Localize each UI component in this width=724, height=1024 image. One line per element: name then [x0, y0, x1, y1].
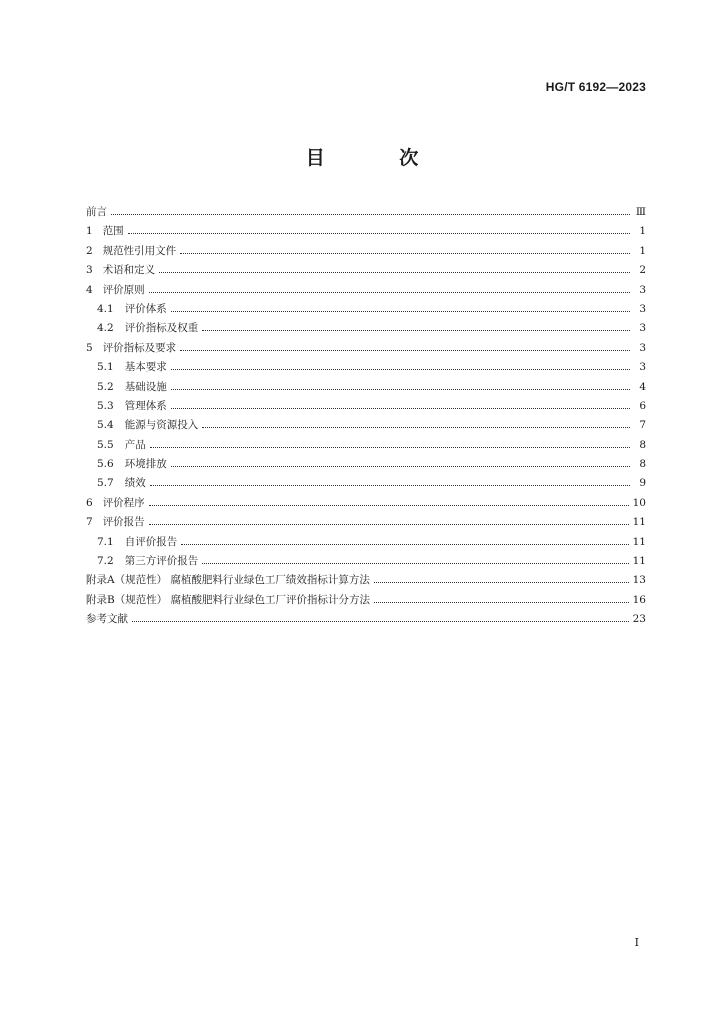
toc-entry-page: 4 — [639, 380, 646, 393]
toc-entry-foreword[interactable] — [86, 203, 646, 222]
toc-entry-label: 术语和定义 — [102, 264, 156, 277]
toc-entry-references[interactable] — [86, 610, 646, 629]
table-of-contents — [86, 203, 646, 630]
toc-entry-number: 6 — [86, 496, 93, 509]
toc-leader — [374, 591, 629, 610]
toc-leader — [202, 319, 630, 338]
toc-entry-7-2[interactable] — [86, 552, 646, 571]
toc-entry-page: Ⅲ — [635, 206, 646, 218]
toc-leader — [171, 455, 630, 474]
toc-entry-label: 附录B（规范性） 腐植酸肥料行业绿色工厂评价指标计分方法 — [86, 593, 371, 606]
toc-entry-number: 5.6 — [97, 458, 114, 471]
toc-leader — [149, 281, 630, 300]
toc-entry-number: 5.4 — [97, 419, 114, 432]
toc-entry-7[interactable] — [86, 513, 646, 532]
toc-entry-5-7[interactable] — [86, 474, 646, 493]
toc-entry-5-3[interactable] — [86, 397, 646, 416]
toc-entry-label: 评价报告 — [102, 516, 145, 529]
toc-leader — [149, 494, 629, 513]
toc-entry-4-1[interactable] — [86, 300, 646, 319]
toc-entry-appendix-b[interactable] — [86, 591, 646, 610]
toc-entry-label: 评价指标及要求 — [102, 341, 177, 354]
toc-entry-page: 3 — [639, 341, 646, 354]
toc-entry-number: 1 — [86, 225, 93, 238]
toc-entry-page: 10 — [632, 496, 646, 509]
toc-entry-label: 环境排放 — [124, 458, 167, 471]
toc-entry-number: 7.2 — [97, 555, 114, 568]
page-number: Ⅰ — [634, 936, 639, 949]
toc-leader — [202, 416, 630, 435]
toc-entry-5-6[interactable] — [86, 455, 646, 474]
toc-entry-page: 3 — [639, 322, 646, 335]
toc-entry-label: 绩效 — [124, 477, 146, 490]
toc-entry-number: 5.7 — [97, 477, 114, 490]
toc-entry-page: 1 — [639, 244, 646, 257]
toc-leader — [180, 339, 630, 358]
toc-entry-label: 基本要求 — [124, 361, 167, 374]
toc-leader — [150, 474, 630, 493]
toc-entry-5-2[interactable] — [86, 378, 646, 397]
toc-entry-label: 评价指标及权重 — [124, 322, 199, 335]
toc-entry-page: 11 — [632, 555, 646, 568]
toc-entry-number: 7 — [86, 516, 93, 529]
toc-leader — [149, 513, 629, 532]
toc-entry-label: 参考文献 — [86, 613, 128, 626]
toc-entry-page: 3 — [639, 361, 646, 374]
toc-entry-page: 8 — [639, 458, 646, 471]
toc-entry-4-2[interactable] — [86, 319, 646, 338]
toc-leader — [150, 436, 630, 455]
toc-entry-page: 13 — [632, 574, 646, 587]
toc-leader — [132, 610, 629, 629]
toc-leader — [202, 552, 628, 571]
toc-leader — [159, 261, 630, 280]
toc-entry-page: 9 — [639, 477, 646, 490]
toc-entry-label: 第三方评价报告 — [124, 555, 199, 568]
toc-entry-page: 11 — [632, 535, 646, 548]
toc-entry-4[interactable] — [86, 281, 646, 300]
toc-entry-label: 范围 — [102, 225, 124, 238]
toc-entry-number: 3 — [86, 264, 93, 277]
toc-entry-7-1[interactable] — [86, 533, 646, 552]
toc-entry-3[interactable] — [86, 261, 646, 280]
toc-leader — [171, 358, 630, 377]
toc-leader — [128, 222, 630, 241]
toc-leader — [171, 300, 630, 319]
toc-entry-number: 5.5 — [97, 438, 114, 451]
toc-leader — [111, 203, 630, 222]
toc-entry-6[interactable] — [86, 494, 646, 513]
toc-entry-label: 能源与资源投入 — [124, 419, 199, 432]
toc-entry-number: 5 — [86, 341, 93, 354]
toc-entry-5[interactable] — [86, 339, 646, 358]
toc-entry-number: 5.1 — [97, 361, 114, 374]
toc-entry-page: 8 — [639, 438, 646, 451]
toc-entry-5-1[interactable] — [86, 358, 646, 377]
toc-entry-number: 5.2 — [97, 380, 114, 393]
toc-entry-number: 4 — [86, 283, 93, 296]
toc-entry-number: 2 — [86, 244, 93, 257]
toc-leader — [171, 378, 630, 397]
toc-entry-label: 自评价报告 — [124, 535, 178, 548]
toc-entry-label: 管理体系 — [124, 399, 167, 412]
toc-entry-number: 4.1 — [97, 302, 114, 315]
toc-entry-label: 规范性引用文件 — [102, 244, 177, 257]
standard-code: HG/T 6192—2023 — [545, 80, 646, 94]
toc-entry-page: 3 — [639, 302, 646, 315]
toc-entry-page: 2 — [639, 264, 646, 277]
toc-entry-2[interactable] — [86, 242, 646, 261]
toc-entry-page: 16 — [632, 593, 646, 606]
toc-leader — [374, 571, 629, 590]
toc-entry-number: 5.3 — [97, 399, 114, 412]
toc-entry-label: 基础设施 — [124, 380, 167, 393]
toc-entry-label: 评价体系 — [124, 302, 167, 315]
toc-leader — [171, 397, 630, 416]
toc-leader — [181, 533, 628, 552]
toc-entry-page: 3 — [639, 283, 646, 296]
toc-entry-page: 6 — [639, 399, 646, 412]
toc-leader — [180, 242, 630, 261]
toc-entry-label: 评价原则 — [102, 283, 145, 296]
toc-entry-label: 前言 — [86, 206, 107, 218]
toc-entry-page: 11 — [632, 516, 646, 529]
toc-entry-label: 产品 — [124, 438, 146, 451]
toc-entry-page: 1 — [639, 225, 646, 238]
toc-entry-5-5[interactable] — [86, 436, 646, 455]
toc-entry-5-4[interactable] — [86, 416, 646, 435]
page-title: 目 次 — [305, 147, 453, 169]
toc-entry-page: 23 — [632, 613, 646, 626]
toc-entry-number: 4.2 — [97, 322, 114, 335]
toc-entry-appendix-a[interactable] — [86, 571, 646, 590]
toc-entry-label: 附录A（规范性） 腐植酸肥料行业绿色工厂绩效指标计算方法 — [86, 574, 370, 587]
toc-entry-1[interactable] — [86, 222, 646, 241]
toc-entry-number: 7.1 — [97, 535, 114, 548]
toc-entry-label: 评价程序 — [102, 496, 145, 509]
toc-entry-page: 7 — [639, 419, 646, 432]
